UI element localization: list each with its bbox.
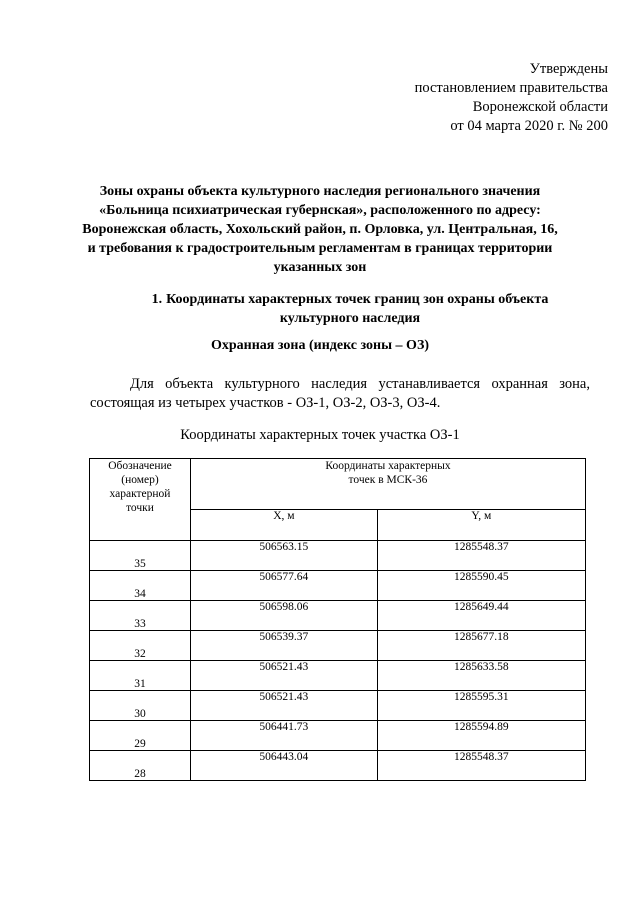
coord-y: 1285633.58 [377, 661, 585, 691]
header-x: X, м [191, 510, 378, 541]
point-number: 33 [90, 601, 191, 631]
point-number: 34 [90, 571, 191, 601]
title-line: «Больница психиатрическая губернская», расположенного по адресу: [99, 203, 541, 218]
title-line: указанных зон [273, 260, 367, 275]
coord-y: 1285595.31 [377, 691, 585, 721]
coord-y: 1285590.45 [377, 571, 585, 601]
approval-line: постановлением правительства [414, 80, 608, 96]
coord-y: 1285548.37 [377, 541, 585, 571]
header-coordinates: Координаты характерных точек в МСК-36 [191, 459, 586, 510]
point-number: 32 [90, 631, 191, 661]
coord-x: 506539.37 [191, 631, 378, 661]
zone-heading: Охранная зона (индекс зоны – ОЗ) [211, 338, 429, 353]
title-line: Воронежская область, Хохольский район, п. Орловка, ул. Центральная, 16, [82, 222, 558, 237]
coord-x: 506441.73 [191, 721, 378, 751]
point-number: 30 [90, 691, 191, 721]
body-paragraph [90, 375, 590, 413]
table-row [90, 601, 586, 631]
coord-x: 506563.15 [191, 541, 378, 571]
point-number: 29 [90, 721, 191, 751]
title-line: и требования к градостроительным регламентам в границах территории [87, 241, 553, 256]
coord-y: 1285649.44 [377, 601, 585, 631]
coordinates-table [89, 458, 586, 781]
header-y: Y, м [377, 510, 585, 541]
coord-x: 506443.04 [191, 751, 378, 781]
header-designation: Обозначение (номер) характерной точки [90, 459, 191, 541]
document-title [80, 182, 560, 277]
section-title-text: Координаты характерных точек границ зон охраны объекта [166, 292, 549, 307]
table-row [90, 661, 586, 691]
table-row [90, 571, 586, 601]
point-number: 35 [90, 541, 191, 571]
coord-x: 506521.43 [191, 661, 378, 691]
section-heading-line [120, 290, 580, 309]
point-number: 31 [90, 661, 191, 691]
table-row [90, 631, 586, 661]
approval-date-line: от 04 марта 2020 г. № 200 [450, 118, 608, 134]
paragraph-line: состоящая из четырех участков - ОЗ-1, ОЗ-2, ОЗ-3, ОЗ-4. [90, 395, 441, 411]
table-caption: Координаты характерных точек участка ОЗ-1 [180, 427, 460, 443]
approval-block [415, 60, 608, 136]
coord-y: 1285677.18 [377, 631, 585, 661]
table-row [90, 691, 586, 721]
approval-line: Воронежской области [472, 99, 608, 115]
approval-line: Утверждены [529, 61, 608, 77]
point-number: 28 [90, 751, 191, 781]
table-row [90, 541, 586, 571]
paragraph-line: Для объекта культурного наследия устанавливается охранная зона, [130, 376, 590, 392]
coord-x: 506521.43 [191, 691, 378, 721]
coord-y: 1285548.37 [377, 751, 585, 781]
table-row [90, 751, 586, 781]
coord-y: 1285594.89 [377, 721, 585, 751]
title-line: Зоны охраны объекта культурного наследия регионального значения [99, 184, 541, 199]
section-number: 1. [151, 292, 163, 307]
section-heading [120, 290, 580, 328]
coord-x: 506577.64 [191, 571, 378, 601]
table-row [90, 721, 586, 751]
section-heading-line: культурного наследия [279, 311, 421, 326]
coord-x: 506598.06 [191, 601, 378, 631]
